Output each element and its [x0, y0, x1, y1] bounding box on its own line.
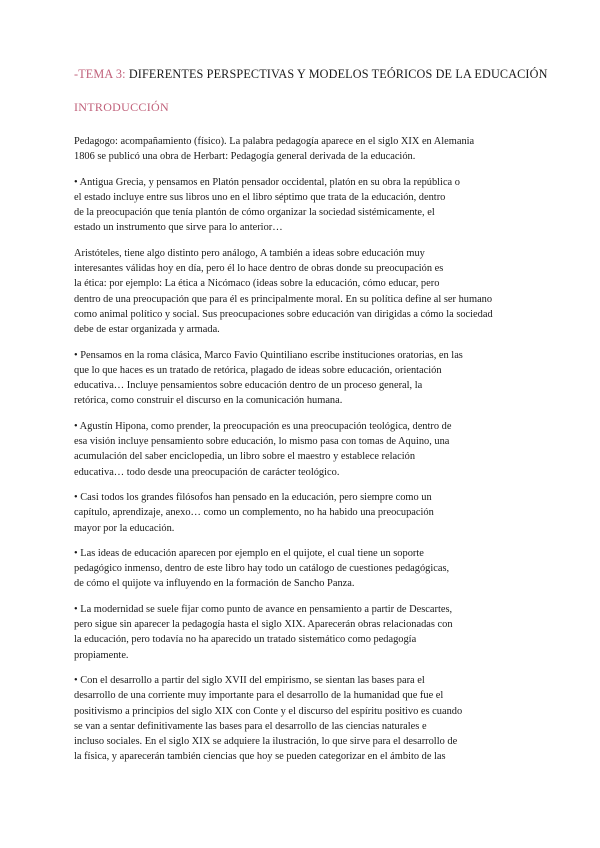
- title-prefix: -TEMA 3:: [74, 67, 126, 81]
- text-line: positivismo a principios del siglo XIX con Conte y el discurso del espíritu positivo es cuando: [74, 705, 463, 717]
- text-line: se van a sentar definitivamente las bases para el desarrollo de las ciencias naturales e: [74, 720, 427, 732]
- text-line: Pedagogo: acompañamiento (físico). La palabra pedagogía aparece en el siglo XIX en Alemania: [74, 136, 475, 147]
- paragraph: [74, 490, 544, 536]
- section-heading: INTRODUCCIÓN: [74, 100, 169, 114]
- text-line: • Casi todos los grandes filósofos han pensado en la educación, pero siempre como un: [74, 491, 432, 503]
- paragraph: [74, 419, 544, 480]
- text-line: retórica, como construir el discurso en la comunicación humana.: [74, 395, 343, 407]
- text-line: la ética: por ejemplo: La ética a Nicómaco (ideas sobre la educación, cómo educar, pero: [74, 278, 440, 290]
- paragraph: [74, 348, 544, 409]
- text-line: dentro de una preocupación que para él es principalmente moral. En su política define al ser humano: [74, 293, 493, 305]
- text-line: • Pensamos en la roma clásica, Marco Favio Quintiliano escribe instituciones oratorias, en las: [74, 349, 463, 361]
- text-line: educativa… todo desde una preocupación de carácter teológico.: [74, 466, 340, 478]
- text-line: debe de estar organizada y armada.: [74, 324, 220, 336]
- document-body: [74, 134, 544, 765]
- text-line: acumulación del saber enciclopedia, un libro sobre el maestro y establece relación: [74, 451, 416, 463]
- text-line: • Con el desarrollo a partir del siglo XVII del empirismo, se sientan las bases para el: [74, 674, 425, 686]
- paragraph: [74, 134, 544, 165]
- text-line: como animal político y social. Sus preocupaciones sobre educación van dirigidas a cómo la sociedad: [74, 308, 493, 320]
- text-line: educativa… Incluye pensamientos sobre educación dentro de un proceso general, la: [74, 380, 423, 392]
- paragraph: [74, 175, 544, 236]
- paragraph: [74, 602, 544, 663]
- text-line: desarrollo de una corriente muy importante para el desarrollo de la humanidad que fue el: [74, 690, 444, 702]
- text-line: la educación, pero todavía no ha aparecido un tratado sistemático como pedagogía: [74, 634, 417, 646]
- paragraph: [74, 546, 544, 592]
- title-main: DIFERENTES PERSPECTIVAS Y MODELOS TEÓRICOS DE LA EDUCACIÓN: [125, 67, 548, 81]
- text-line: Aristóteles, tiene algo distinto pero análogo, A también a ideas sobre educación muy: [74, 247, 425, 259]
- text-line: esa visión incluye pensamiento sobre educación, lo mismo pasa con tomas de Aquino, una: [74, 436, 450, 448]
- text-line: el estado incluye entre sus libros uno en el libro séptimo que trata de la educación, dentro: [74, 191, 446, 203]
- text-line: estado un instrumento que sirve para lo anterior…: [74, 222, 283, 234]
- text-line: capítulo, aprendizaje, anexo… como un complemento, no ha habido una preocupación: [74, 507, 434, 519]
- text-line: incluso sociales. En el siglo XIX se adquiere la ilustración, lo que sirve para el desarrollo de: [74, 736, 458, 748]
- text-line: de la preocupación que tenía plantón de cómo organizar la sociedad sistémicamente, el: [74, 207, 435, 219]
- text-line: • Las ideas de educación aparecen por ejemplo en el quijote, el cual tiene un soporte: [74, 547, 424, 559]
- text-line: de cómo el quijote va influyendo en la formación de Sancho Panza.: [74, 578, 355, 590]
- text-line: • La modernidad se suele fijar como punto de avance en pensamiento a partir de Descartes,: [74, 603, 453, 615]
- text-line: • Agustín Hipona, como prender, la preocupación es una preocupación teológica, dentro de: [74, 420, 452, 432]
- text-line: que lo que haces es un tratado de retórica, plagado de ideas sobre educación, orientación: [74, 364, 442, 376]
- text-line: pedagógico inmenso, dentro de este libro hay todo un catálogo de cuestiones pedagógicas,: [74, 563, 450, 575]
- page-title: [74, 66, 548, 82]
- paragraph: [74, 246, 544, 338]
- text-line: interesantes válidas hoy en día, pero él lo hace dentro de obras donde su preocupación es: [74, 263, 444, 275]
- text-line: • Antigua Grecia, y pensamos en Platón pensador occidental, platón en su obra la república o: [74, 176, 460, 188]
- text-line: 1806 se publicó una obra de Herbart: Pedagogía general derivada de la educación.: [74, 151, 416, 163]
- paragraph: [74, 673, 544, 765]
- text-line: pero sigue sin aparecer la pedagogía hasta el siglo XIX. Aparecerán obras relacionadas con: [74, 619, 453, 631]
- text-line: la física, y aparecerán también ciencias que hoy se pueden categorizar en el ámbito de las: [74, 751, 446, 763]
- text-line: mayor por la educación.: [74, 522, 175, 534]
- text-line: propiamente.: [74, 649, 129, 661]
